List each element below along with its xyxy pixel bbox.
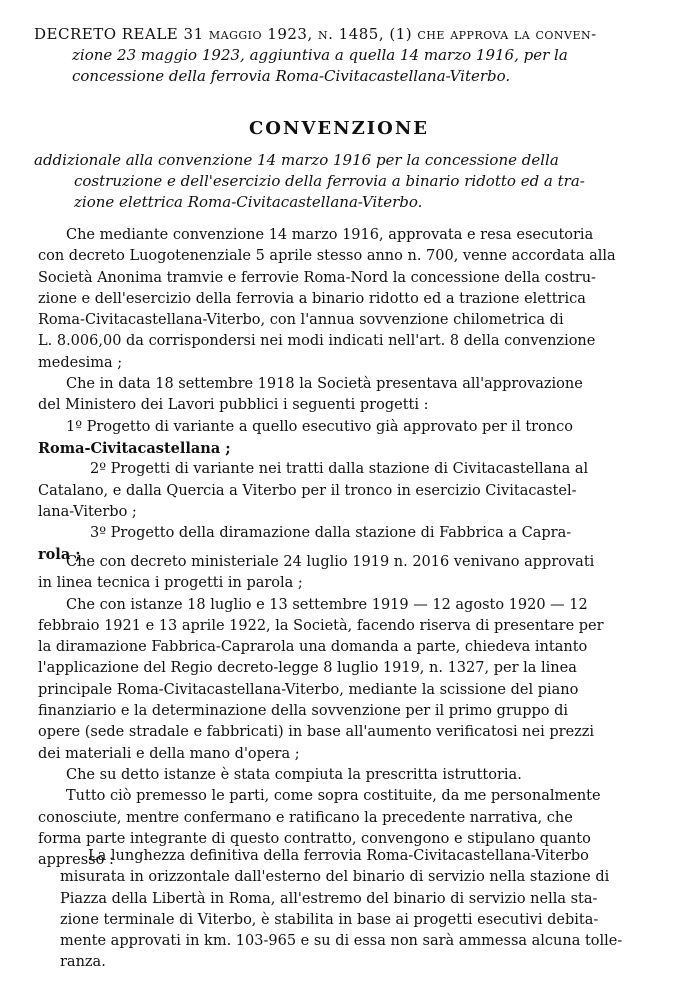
body-line: febbraio 1921 e 13 aprile 1922, la Società, facendo riserva di presentare per [38, 617, 604, 634]
body-line: Che mediante convenzione 14 marzo 1916, approvata e resa esecutoria [66, 227, 594, 243]
body-line: forma parte integrante di questo contratto, convengono e stipulano quanto [38, 830, 591, 847]
body-line: Che con decreto ministeriale 24 luglio 1919 n. 2016 venivano approvati [66, 554, 595, 570]
body-line: appresso : [38, 852, 114, 869]
body-line: Catalano, e dalla Quercia a Viterbo per il tronco in esercizio Civitacastel- [38, 482, 577, 499]
body-line: l'applicazione del Regio decreto-legge 8 luglio 1919, n. 1327, per la linea [38, 660, 577, 677]
body-line: Società Anonima tramvie e ferrovie Roma-Nord la concessione della costru- [38, 269, 596, 286]
project-item-1: 1º Progetto di variante a quello esecutivo già approvato per il tronco [66, 418, 573, 435]
convention-subtitle [34, 150, 608, 213]
body-line: zione e dell'esercizio della ferrovia a binario ridotto ed a trazione elettrica [38, 290, 586, 307]
body-line: rola ; [38, 546, 81, 564]
body-line: in linea tecnica i progetti in parola ; [38, 575, 303, 592]
body-line: L. 8.006,00 da corrispondersi nei modi indicati nell'art. 8 della convenzione [38, 333, 596, 350]
body-line: Che su detto istanze è stata compiuta la prescritta istruttoria. [66, 766, 522, 783]
body-line: del Ministero dei Lavori pubblici i seguenti progetti : [38, 397, 429, 414]
project-item-2: 2º Progetti di variante nei tratti dalla stazione di Civitacastellana al [90, 461, 589, 478]
body-line: Che in data 18 settembre 1918 la Società presentava all'approvazione [66, 376, 583, 393]
subtitle-line: zione elettrica Roma-Civitacastellana-Viterbo. [74, 193, 423, 211]
body-line: ranza. [60, 954, 106, 971]
body-line: lana-Viterbo ; [38, 503, 137, 520]
body-line: conosciute, mentre confermano e ratificano la precedente narrativa, che [38, 809, 573, 826]
project-item-3: 3º Progetto della diramazione dalla stazione di Fabbrica a Capra- [90, 525, 572, 542]
subtitle-line: addizionale alla convenzione 14 marzo 1916 per la concessione della [34, 151, 559, 169]
document-title: CONVENZIONE [248, 118, 429, 139]
article-paragraph [60, 846, 623, 974]
body-line: zione terminale di Viterbo, è stabilita in base ai progetti esecutivi debita- [60, 911, 599, 928]
body-line: dei materiali e della mano d'opera ; [38, 745, 300, 762]
subtitle-line: costruzione e dell'esercizio della ferrovia a binario ridotto ed a tra- [74, 172, 585, 190]
body-line: medesima ; [38, 354, 123, 371]
body-line: Roma-Civitacastellana ; [38, 439, 231, 457]
body-line: Che con istanze 18 luglio e 13 settembre 1919 — 12 agosto 1920 — 12 [66, 596, 588, 613]
body-line: con decreto Luogotenenziale 5 aprile stesso anno n. 700, venne accordata alla [38, 248, 616, 265]
body-line: la diramazione Fabbrica-Caprarola una domanda a parte, chiedeva intanto [38, 639, 588, 656]
body-line: finanziario e la determinazione della sovvenzione per il primo gruppo di [38, 703, 569, 720]
body-line: misurata in orizzontale dall'esterno del binario di servizio nella stazione di [60, 869, 610, 886]
body-line: opere (sede stradale e fabbricati) in base all'aumento verificatosi nei prezzi [38, 724, 595, 741]
body-line: Roma-Civitacastellana-Viterbo, con l'annua sovvenzione chilometrica di [38, 312, 564, 329]
header-line: zione 23 maggio 1923, aggiuntiva a quella 14 marzo 1916, per la [72, 46, 568, 64]
body-line: Tutto ciò premesso le parti, come sopra costituite, da me personalmente [66, 788, 601, 805]
header-line: DECRETO REALE 31 maggio 1923, n. 1485, (1) che approva la conven- [34, 25, 597, 43]
decree-header [34, 24, 622, 87]
preamble-section-1 [38, 225, 616, 566]
header-line: concessione della ferrovia Roma-Civitacastellana-Viterbo. [72, 67, 511, 85]
body-line: mente approvati in km. 103-965 e su di essa non sarà ammessa alcuna tolle- [60, 933, 623, 950]
body-line: Piazza della Libertà in Roma, all'estremo del binario di servizio nella sta- [60, 890, 598, 907]
body-line: principale Roma-Civitacastellana-Viterbo, mediante la scissione del piano [38, 681, 579, 698]
preamble-section-2 [38, 552, 613, 871]
body-line: La lunghezza definitiva della ferrovia Roma-Civitacastellana-Viterbo [88, 848, 589, 864]
